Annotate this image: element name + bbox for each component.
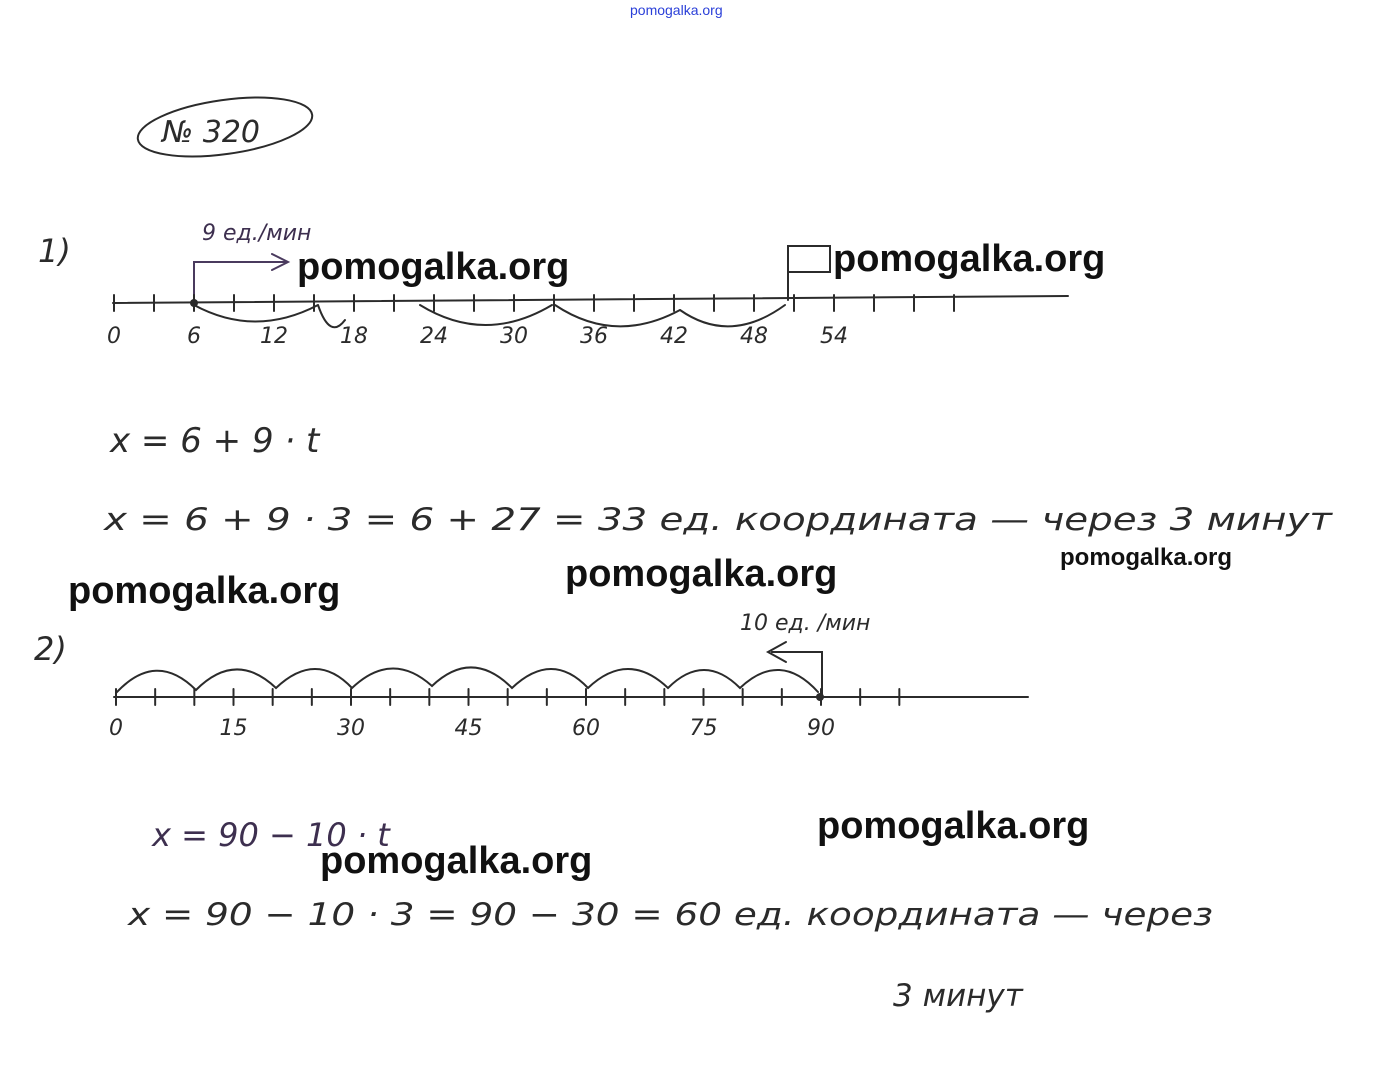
tick-label: 90 [807,716,835,741]
watermark: pomogalka.org [297,246,570,288]
tick-label: 0 [109,716,123,741]
watermark: pomogalka.org [1060,544,1233,571]
tick-label: 60 [572,716,600,741]
tick-label: 15 [219,716,248,741]
part2-speed-label: 10 ед. /мин [740,611,871,636]
tick-label: 48 [740,324,768,349]
part2-equation-2: x = 90 − 10 · 3 = 90 − 30 = 60 ед. координата — через [126,897,1214,933]
part1-speed-label: 9 ед./мин [202,221,312,246]
tick-label: 54 [820,324,848,349]
part2-jump-arcs [116,667,818,693]
tick-label: 30 [337,716,365,741]
watermark: pomogalka.org [320,840,593,882]
part2-speed-arrow [768,642,822,694]
tick-label: 6 [187,324,201,349]
part1-equation-1: x = 6 + 9 · t [110,421,320,461]
tick-label: 18 [340,324,368,349]
tick-label: 30 [500,324,528,349]
part1-number: 1) [38,232,71,270]
part1-tick-labels [107,324,848,349]
tick-label: 42 [660,324,688,349]
part2-tick-labels [109,716,835,741]
tick-label: 36 [580,324,608,349]
watermark: pomogalka.org [817,805,1090,847]
watermark: pomogalka.org [68,570,341,612]
watermark: pomogalka.org [833,238,1106,280]
tick-label: 45 [454,716,483,741]
tick-label: 75 [689,716,718,741]
tick-label: 24 [420,324,448,349]
part2-start-point [816,693,824,701]
part2-number: 2) [34,630,67,668]
part2-equation-2-continued: 3 минут [893,978,1023,1014]
tick-label: 0 [107,324,121,349]
part1-flag [788,246,830,300]
part2-ticks [116,689,899,705]
tick-label: 12 [260,324,288,349]
watermark: pomogalka.org [565,553,838,595]
part1-number-line [113,296,1068,303]
site-watermark-top: pomogalka.org [630,2,723,18]
problem-label: № 320 [162,115,260,150]
part2-equation-1: x = 90 − 10 · t [152,816,390,854]
part1-equation-2: x = 6 + 9 · 3 = 6 + 27 = 33 ед. координата — через 3 минут [102,502,1334,538]
